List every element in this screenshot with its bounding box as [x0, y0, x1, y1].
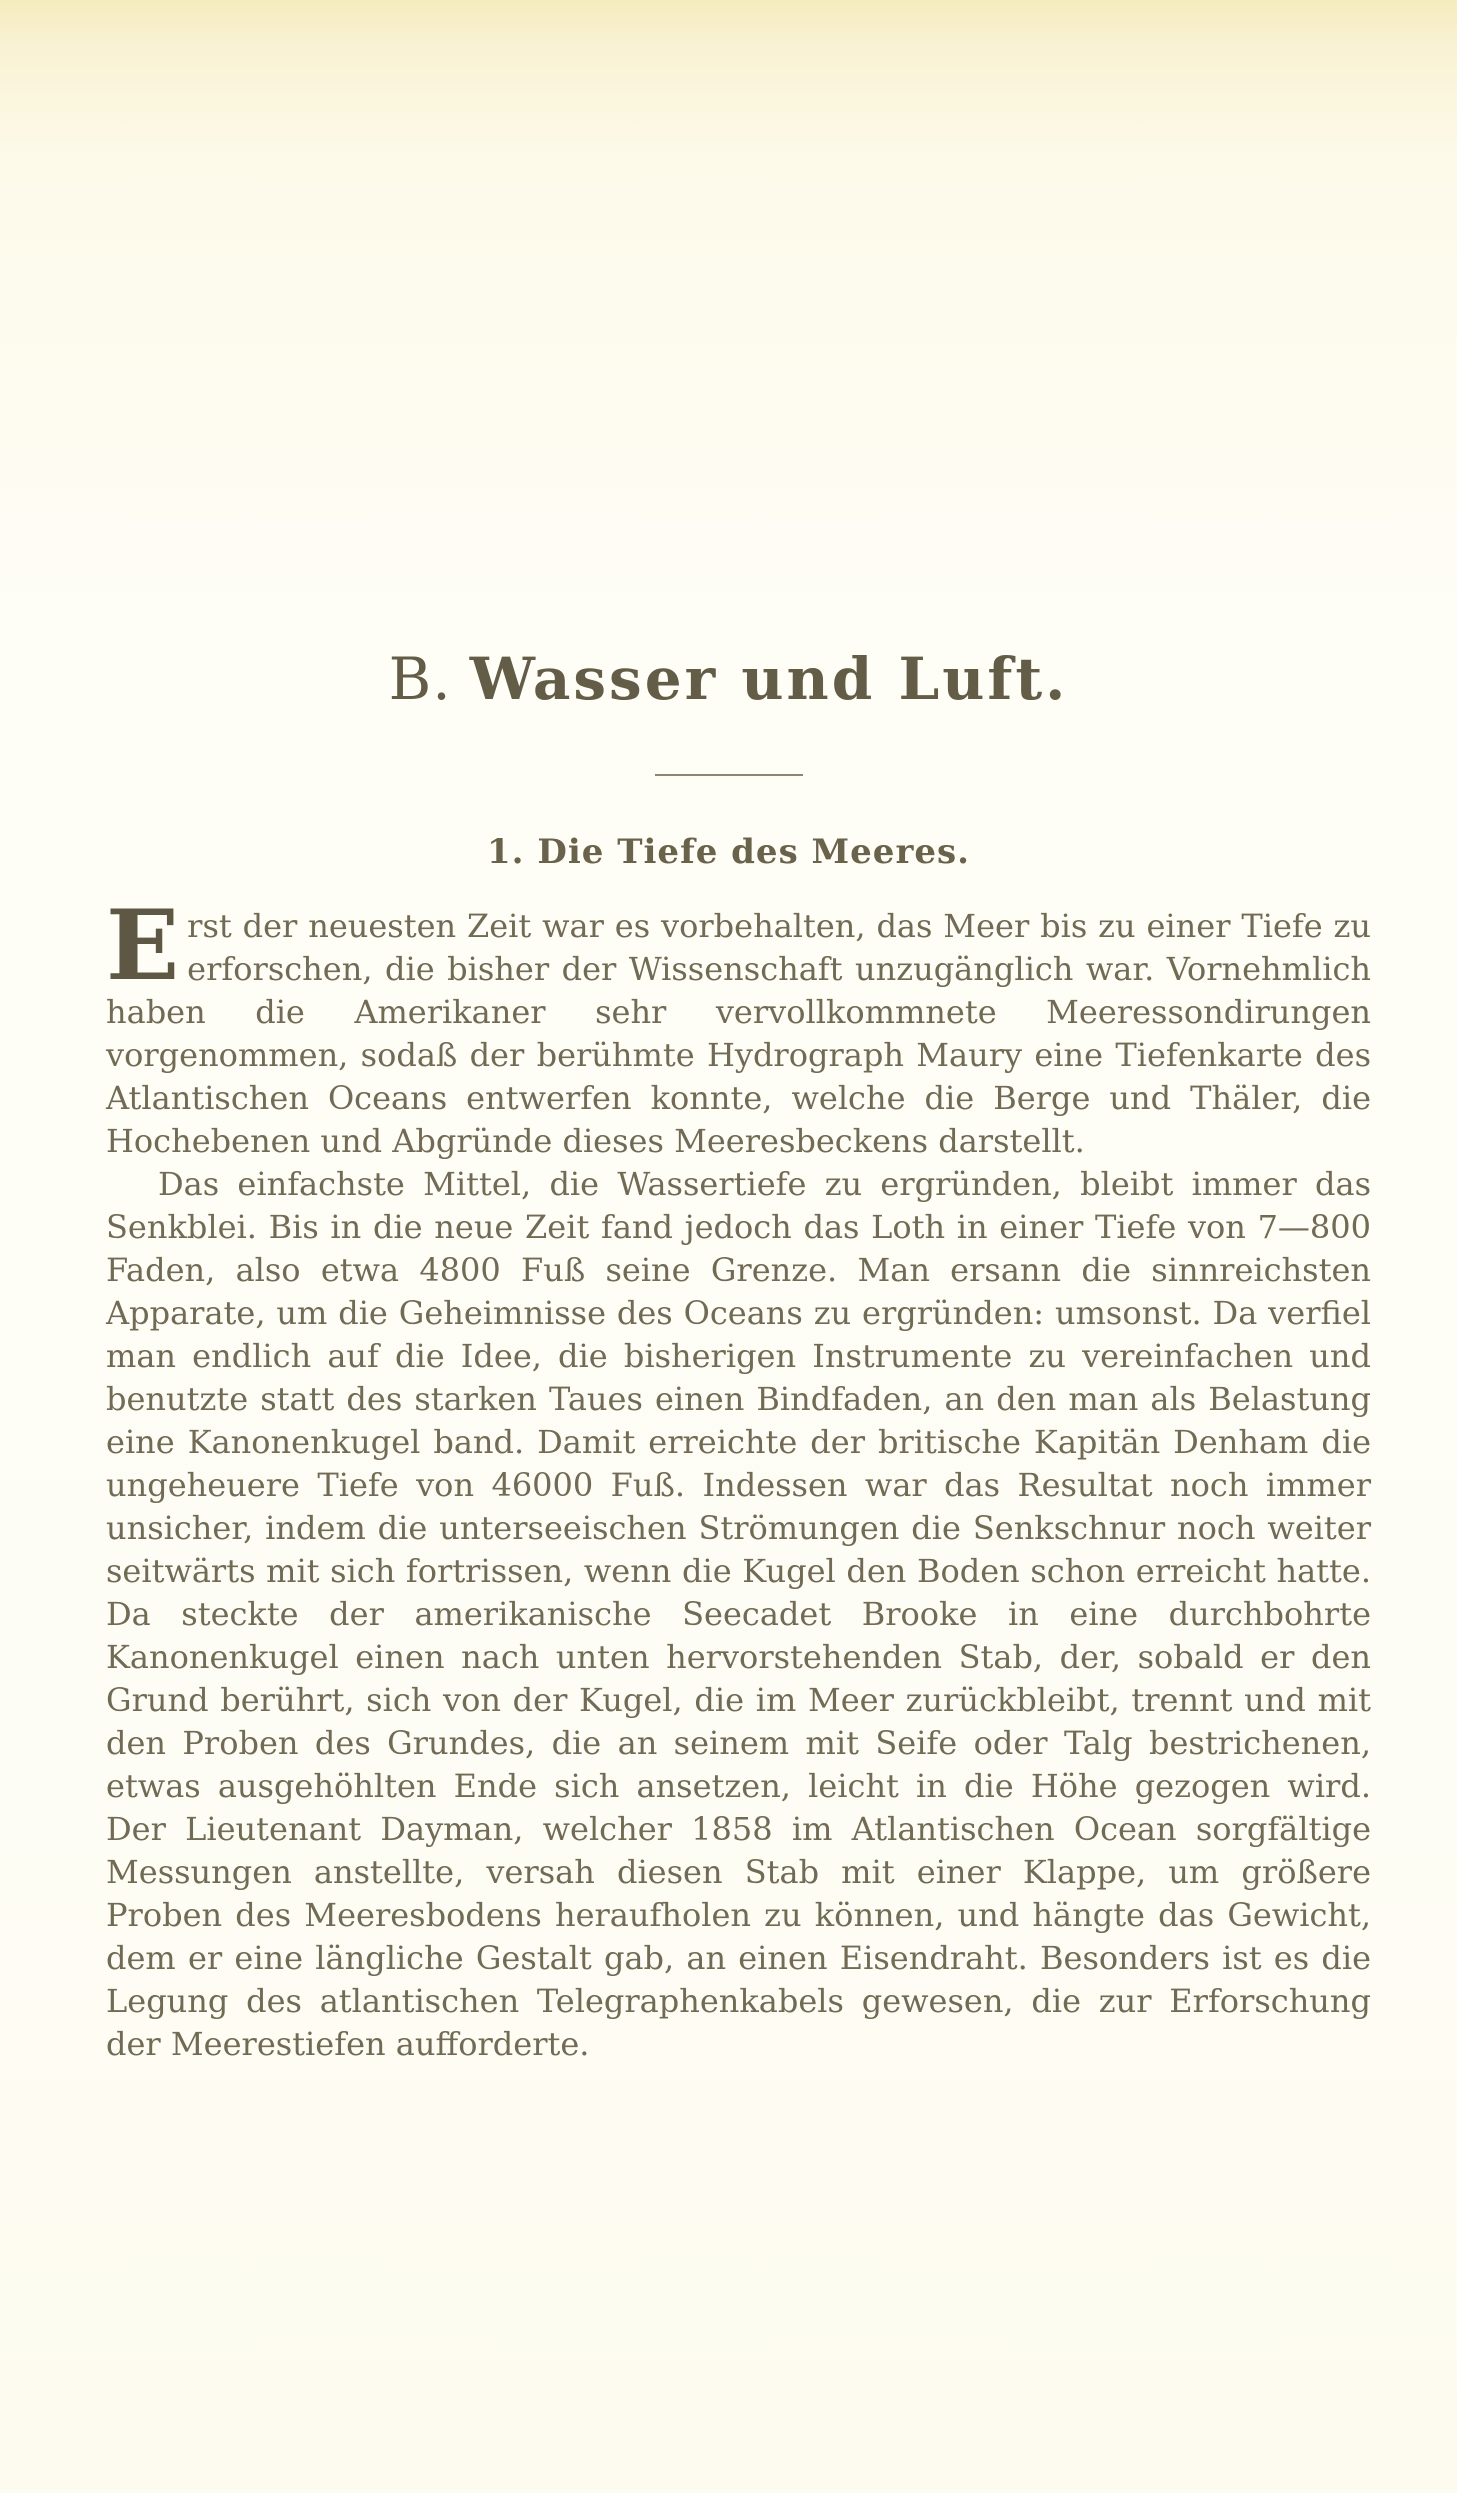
section-heading: 1. Die Tiefe des Meeres. — [487, 831, 970, 872]
paragraph — [106, 1163, 1371, 2066]
chapter-title: Wasser und Luft. — [469, 645, 1069, 713]
dropcap-initial: E — [106, 889, 180, 1003]
chapter-label: B. — [388, 645, 452, 713]
body-text — [0, 889, 1457, 2066]
chapter-heading — [0, 0, 1457, 712]
paragraph-text: Das einfachste Mittel, die Wassertiefe zu ergründen, bleibt immer das Senkblei. Bis in die neue Zeit fand jedoch das Loth in einer Tiefe von 7—800 Faden, also etwa 4800 Fuß seine Grenze. Man ersann die sinnreichsten Apparate, um die Geheimnisse des Oceans zu ergründen: umsonst. Da verfiel man endlich auf die Idee, die bisherigen Instrumente zu vereinfachen und benutzte statt des starken Taues einen Bindfaden, an den man als Belastung eine Kanonenkugel band. Damit erreichte der britische Kapitän Denham die ungeheuere Tiefe von 46000 Fuß. Indessen war das Resultat noch immer unsicher, indem die unterseeischen Strömungen die Senkschnur noch weiter seitwärts mit sich fortrissen, wenn die Kugel den Boden schon erreicht hatte. Da steckte der amerikanische Seecadet Brooke in eine durchbohrte Kanonenkugel einen nach unten hervorstehenden Stab, der, sobald er den Grund berührt, sich von der Kugel, die im Meer zurückbleibt, trennt und mit den Proben des Grundes, die an seinem mit Seife oder Talg bestrichenen, etwas ausgehöhlten Ende sich ansetzen, leicht in die Höhe gezogen wird. Der Lieutenant Dayman, welcher 1858 im Atlantischen Ocean sorgfältige Messungen anstellte, versah diesen Stab mit einer Klappe, um größere Proben des Meeresbodens heraufholen zu können, und hängte das Gewicht, dem er eine längliche Gestalt gab, an einen Eisendraht. Besonders ist es die Legung des atlantischen Telegraphenkabels gewesen, die zur Erforschung der Meerestiefen aufforderte. — [106, 1165, 1371, 2064]
paragraph — [106, 889, 1371, 1163]
paragraph-text: rst der neuesten Zeit war es vorbehalten, das Meer bis zu einer Tiefe zu erforschen, die bisher der Wissenschaft unzugänglich war. Vornehmlich haben die Amerikaner sehr vervollkommnete Meeressondirungen vorgenommen, sodaß der berühmte Hydrograph Maury eine Tiefenkarte des Atlantischen Oceans entwerfen konnte, welche die Berge und Thäler, die Hochebenen und Abgründe dieses Meeresbeckens darstellt. — [106, 907, 1371, 1161]
